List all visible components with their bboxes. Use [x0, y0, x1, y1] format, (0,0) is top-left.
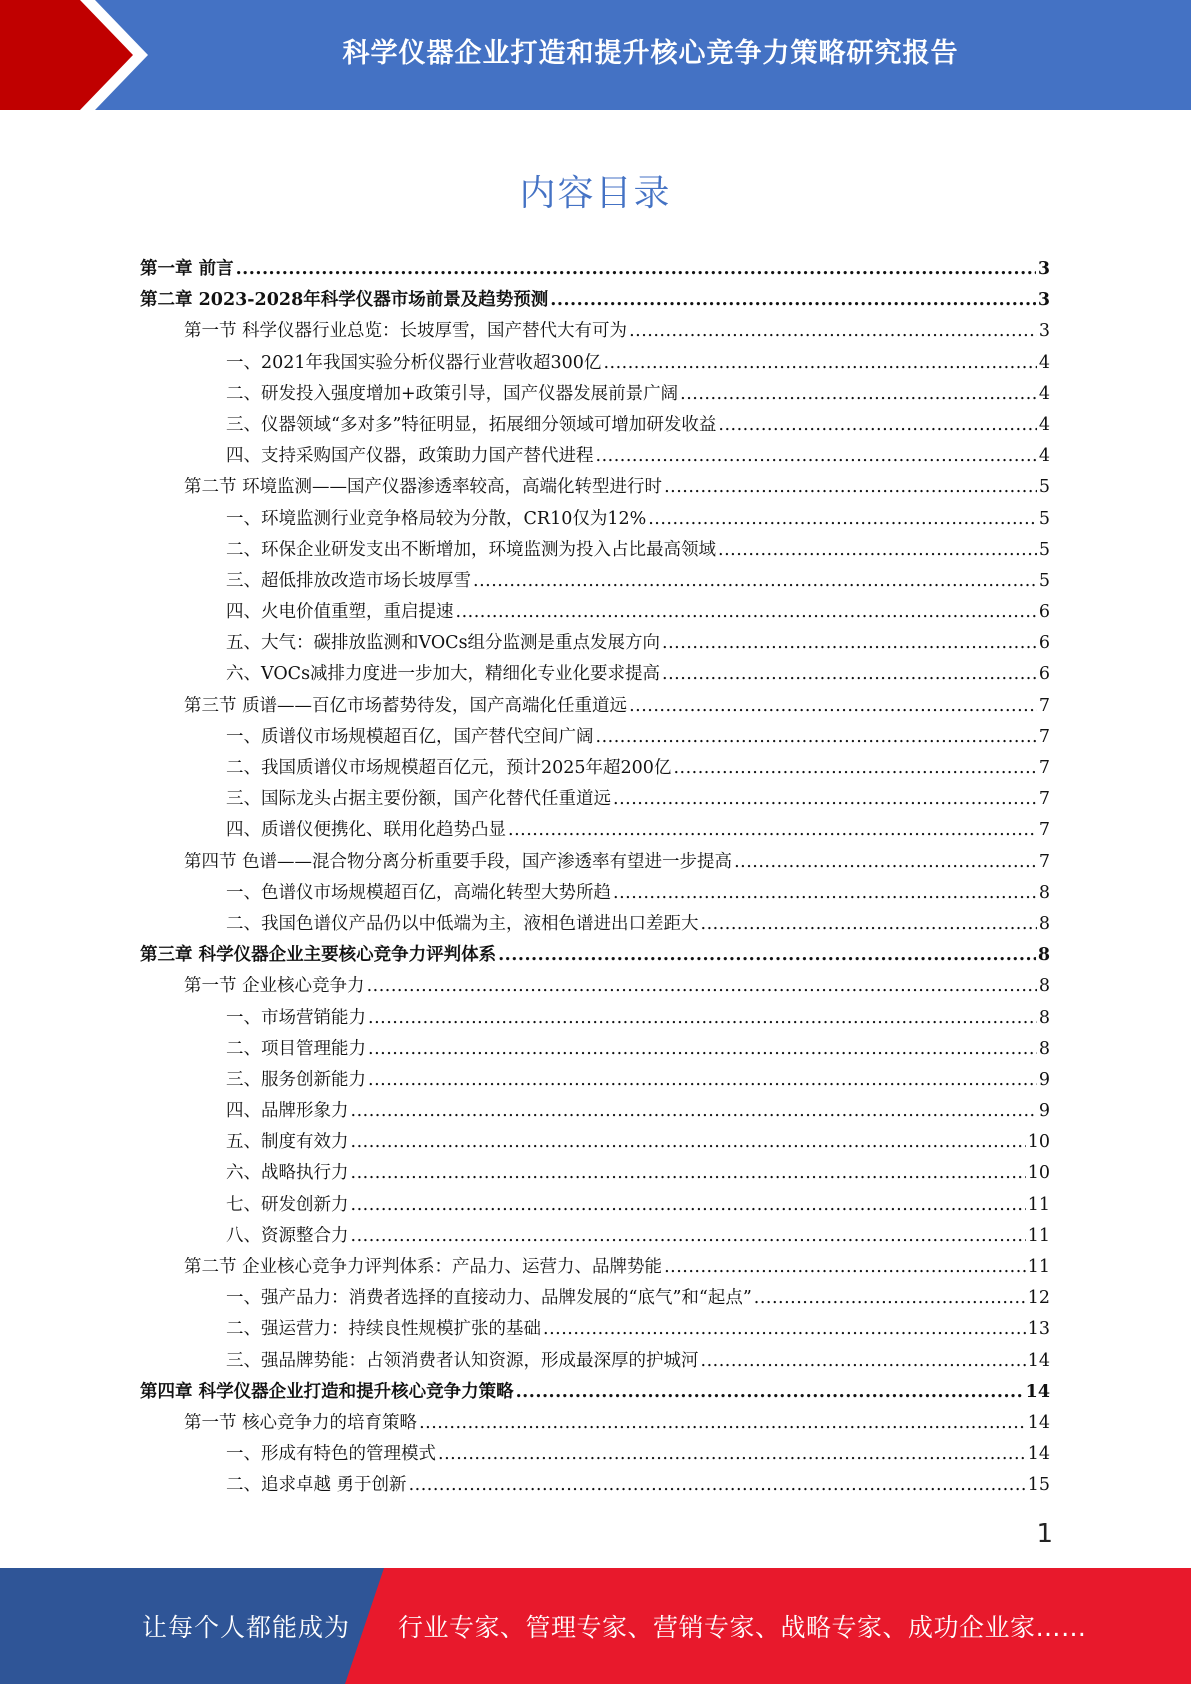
toc-leader-dots	[613, 878, 1037, 909]
header-title: 科学仪器企业打造和提升核心竞争力策略研究报告	[342, 37, 959, 69]
toc-entry-title: 四、质谱仪便携化、联用化趋势凸显	[226, 820, 506, 841]
toc-entry[interactable]	[140, 878, 1050, 909]
toc-entry[interactable]	[140, 691, 1050, 722]
toc-entry-title: 第一节 科学仪器行业总览：长坡厚雪，国产替代大有可为	[184, 321, 628, 342]
toc-leader-dots	[409, 1470, 1026, 1501]
toc-leader-dots	[543, 1314, 1026, 1345]
toc-entry-page: 8	[1038, 1038, 1050, 1059]
toc-leader-dots	[701, 1346, 1026, 1377]
toc-leader-dots	[613, 784, 1037, 815]
toc-entry[interactable]	[140, 1346, 1050, 1377]
toc-entry-title: 七、研发创新力	[226, 1194, 349, 1215]
toc-entry[interactable]	[140, 1158, 1050, 1189]
toc-entry-title: 五、大气：碳排放监测和VOCs组分监测是重点发展方向	[226, 633, 661, 654]
toc-leader-dots	[629, 316, 1037, 347]
toc-entry[interactable]	[140, 1408, 1050, 1439]
toc-entry[interactable]	[140, 847, 1050, 878]
toc-entry[interactable]	[140, 815, 1050, 846]
toc-entry-title: 一、强产品力：消费者选择的直接动力、品牌发展的“底气”和“起点”	[226, 1288, 752, 1309]
toc-leader-dots	[664, 1252, 1026, 1283]
toc-entry[interactable]	[140, 535, 1050, 566]
toc-entry[interactable]	[140, 1096, 1050, 1127]
toc-entry-page: 4	[1038, 446, 1050, 467]
header-banner	[0, 0, 1191, 110]
toc-leader-dots	[419, 1408, 1026, 1439]
toc-entry[interactable]	[140, 1190, 1050, 1221]
toc-entry-title: 第四章 科学仪器企业打造和提升核心竞争力策略	[140, 1381, 514, 1402]
toc-entry-page: 7	[1038, 726, 1050, 747]
toc-leader-dots	[648, 504, 1037, 535]
toc-entry[interactable]	[140, 659, 1050, 690]
toc-entry[interactable]	[140, 784, 1050, 815]
toc-leader-dots	[351, 1127, 1026, 1158]
toc-entry-title: 四、品牌形象力	[226, 1101, 349, 1122]
toc-entry-page: 11	[1027, 1225, 1050, 1246]
toc-entry-page: 7	[1038, 820, 1050, 841]
toc-leader-dots	[701, 909, 1037, 940]
toc-entry-page: 10	[1027, 1163, 1050, 1184]
toc-entry-page: 5	[1038, 570, 1050, 591]
toc-entry[interactable]	[140, 940, 1050, 971]
toc-entry-title: 三、仪器领域“多对多”特征明显，拓展细分领域可增加研发收益	[226, 414, 717, 435]
toc-leader-dots	[367, 971, 1037, 1002]
toc-entry-page: 9	[1038, 1101, 1050, 1122]
toc-entry-title: 三、国际龙头占据主要份额，国产化替代任重道远	[226, 789, 611, 810]
toc-entry-title: 一、质谱仪市场规模超百亿，国产替代空间广阔	[226, 726, 594, 747]
toc-entry[interactable]	[140, 753, 1050, 784]
toc-entry-title: 一、形成有特色的管理模式	[226, 1444, 436, 1465]
toc-leader-dots	[596, 441, 1037, 472]
toc-entry-page: 11	[1027, 1257, 1050, 1277]
toc-leader-dots	[368, 1003, 1037, 1034]
toc-entry-title: 第二节 企业核心竞争力评判体系：产品力、运营力、品牌势能	[184, 1257, 663, 1277]
toc-leader-dots	[664, 472, 1037, 503]
toc-entry-page: 7	[1038, 758, 1050, 778]
toc-leader-dots	[596, 722, 1037, 753]
toc-leader-dots	[629, 691, 1037, 722]
toc-entry-title: 八、资源整合力	[226, 1225, 349, 1246]
footer-slogan-left: 让每个人都能成为	[142, 1613, 351, 1642]
toc-entry-page: 8	[1038, 1007, 1050, 1028]
toc-entry-page: 12	[1027, 1288, 1050, 1309]
toc-entry-title: 第二节 环境监测——国产仪器渗透率较高，高端化转型进行时	[184, 477, 663, 498]
toc-entry-title: 一、环境监测行业竞争格局较为分散，CR10仅为12%	[226, 508, 647, 529]
toc-leader-dots	[351, 1190, 1026, 1221]
toc-entry-page: 14	[1025, 1381, 1050, 1402]
toc-entry-title: 三、超低排放改造市场长坡厚雪	[226, 570, 471, 591]
toc-entry[interactable]	[140, 1252, 1050, 1283]
toc-entry-page: 7	[1038, 695, 1050, 716]
toc-entry-title: 二、我国色谱仪产品仍以中低端为主，液相色谱进出口差距大	[226, 913, 699, 934]
toc-entry[interactable]	[140, 971, 1050, 1002]
toc-entry-page: 4	[1038, 352, 1050, 373]
toc-entry-title: 第一节 核心竞争力的培育策略	[184, 1412, 418, 1433]
toc-entry-page: 14	[1027, 1412, 1050, 1433]
toc-leader-dots	[734, 847, 1037, 878]
toc-entry-page: 3	[1038, 321, 1050, 342]
toc-leader-dots	[718, 410, 1036, 441]
toc-entry-page: 6	[1038, 602, 1050, 623]
toc-entry[interactable]	[140, 348, 1050, 379]
toc-entry-page: 7	[1038, 851, 1050, 872]
toc-entry[interactable]	[140, 1314, 1050, 1345]
toc-leader-dots	[680, 379, 1037, 410]
toc-entry[interactable]	[140, 472, 1050, 503]
toc-entry-page: 7	[1038, 789, 1050, 810]
toc-entry[interactable]	[140, 316, 1050, 347]
toc-entry-title: 第一章 前言	[140, 259, 234, 279]
toc-leader-dots	[718, 535, 1037, 566]
toc-entry-page: 8	[1038, 913, 1050, 934]
toc-leader-dots	[550, 285, 1036, 316]
toc-title: 内容目录	[519, 173, 672, 214]
toc-entry-title: 二、研发投入强度增加+政策引导，国产仪器发展前景广阔	[226, 383, 679, 404]
toc-entry[interactable]	[140, 1439, 1050, 1470]
toc-leader-dots	[351, 1096, 1037, 1127]
toc-leader-dots	[516, 1377, 1024, 1408]
page-number: 1	[1036, 1519, 1053, 1549]
toc-entry-page: 13	[1027, 1319, 1050, 1340]
toc-leader-dots	[473, 566, 1037, 597]
toc-entry[interactable]	[140, 254, 1050, 285]
toc-entry-title: 六、战略执行力	[226, 1163, 349, 1184]
toc-entry[interactable]	[140, 597, 1050, 628]
toc-entry-title: 第一节 企业核心竞争力	[184, 976, 365, 997]
toc-entry-title: 二、环保企业研发支出不断增加，环境监测为投入占比最高领域	[226, 539, 716, 560]
toc-entry-page: 8	[1038, 976, 1050, 997]
toc-entry-page: 5	[1038, 508, 1050, 529]
toc-entry-title: 第三节 质谱——百亿市场蓄势待发，国产高端化任重道远	[184, 695, 628, 716]
toc-entry-title: 二、追求卓越 勇于创新	[226, 1475, 407, 1496]
toc-entry[interactable]	[140, 285, 1050, 316]
toc-entry-page: 15	[1027, 1475, 1050, 1496]
toc-entry-page: 11	[1027, 1194, 1050, 1215]
toc-entry-page: 5	[1038, 539, 1050, 560]
toc-entry[interactable]	[140, 379, 1050, 410]
toc-entry-title: 第四节 色谱——混合物分离分析重要手段，国产渗透率有望进一步提高	[184, 851, 733, 872]
toc-leader-dots	[368, 1034, 1037, 1065]
toc-entry-page: 6	[1038, 664, 1050, 685]
toc-leader-dots	[368, 1065, 1037, 1096]
toc-entry-page: 8	[1037, 945, 1050, 966]
toc-leader-dots	[754, 1283, 1026, 1314]
toc-entry[interactable]	[140, 1377, 1050, 1408]
toc-entry-title: 六、VOCs减排力度进一步加大，精细化专业化要求提高	[226, 664, 661, 685]
toc-entry-page: 4	[1038, 414, 1050, 435]
toc-leader-dots	[662, 628, 1037, 659]
toc-entry[interactable]	[140, 504, 1050, 535]
toc-entry[interactable]	[140, 1065, 1050, 1096]
toc-leader-dots	[351, 1158, 1026, 1189]
toc-entry-page: 3	[1037, 290, 1050, 311]
toc-entry[interactable]	[140, 1283, 1050, 1314]
toc-entry[interactable]	[140, 1221, 1050, 1252]
toc-entry-title: 一、市场营销能力	[226, 1007, 366, 1028]
table-of-contents	[140, 254, 1050, 1502]
toc-entry-title: 一、2021年我国实验分析仪器行业营收超300亿	[226, 352, 602, 373]
toc-entry-title: 二、项目管理能力	[226, 1038, 366, 1059]
toc-entry[interactable]	[140, 1034, 1050, 1065]
toc-entry[interactable]	[140, 1127, 1050, 1158]
toc-entry[interactable]	[140, 441, 1050, 472]
toc-leader-dots	[456, 597, 1037, 628]
toc-entry[interactable]	[140, 628, 1050, 659]
toc-leader-dots	[498, 940, 1036, 971]
toc-leader-dots	[603, 348, 1036, 379]
toc-entry-title: 四、火电价值重塑，重启提速	[226, 602, 454, 623]
toc-entry[interactable]	[140, 410, 1050, 441]
toc-entry-title: 四、支持采购国产仪器，政策助力国产替代进程	[226, 446, 594, 467]
toc-leader-dots	[351, 1221, 1026, 1252]
toc-entry-page: 9	[1038, 1069, 1050, 1090]
toc-entry-page: 3	[1037, 259, 1050, 279]
footer-slogan-right: 行业专家、管理专家、营销专家、战略专家、成功企业家……	[398, 1613, 1087, 1642]
toc-entry-page: 14	[1027, 1444, 1050, 1465]
toc-entry-page: 5	[1038, 477, 1050, 498]
toc-leader-dots	[438, 1439, 1026, 1470]
toc-entry-title: 二、强运营力：持续良性规模扩张的基础	[226, 1319, 541, 1340]
toc-entry[interactable]	[140, 1470, 1050, 1501]
footer-banner	[0, 1568, 1191, 1684]
toc-leader-dots	[236, 254, 1036, 285]
toc-entry-title: 三、服务创新能力	[226, 1069, 366, 1090]
toc-entry-title: 第二章 2023-2028年科学仪器市场前景及趋势预测	[140, 290, 549, 311]
toc-entry-page: 6	[1038, 633, 1050, 654]
toc-entry-page: 14	[1027, 1350, 1050, 1371]
toc-entry-title: 第三章 科学仪器企业主要核心竞争力评判体系	[140, 945, 497, 966]
toc-entry-title: 五、制度有效力	[226, 1132, 349, 1153]
toc-entry-title: 二、我国质谱仪市场规模超百亿元，预计2025年超200亿	[226, 758, 672, 778]
toc-entry-title: 三、强品牌势能：占领消费者认知资源，形成最深厚的护城河	[226, 1350, 699, 1371]
toc-entry[interactable]	[140, 909, 1050, 940]
toc-entry[interactable]	[140, 566, 1050, 597]
toc-entry-page: 4	[1038, 383, 1050, 404]
toc-leader-dots	[662, 659, 1037, 690]
toc-entry-page: 8	[1038, 882, 1050, 903]
toc-entry-page: 10	[1027, 1132, 1050, 1153]
toc-entry-title: 一、色谱仪市场规模超百亿，高端化转型大势所趋	[226, 882, 611, 903]
toc-leader-dots	[508, 815, 1037, 846]
toc-leader-dots	[673, 753, 1036, 784]
toc-entry[interactable]	[140, 722, 1050, 753]
toc-entry[interactable]	[140, 1003, 1050, 1034]
